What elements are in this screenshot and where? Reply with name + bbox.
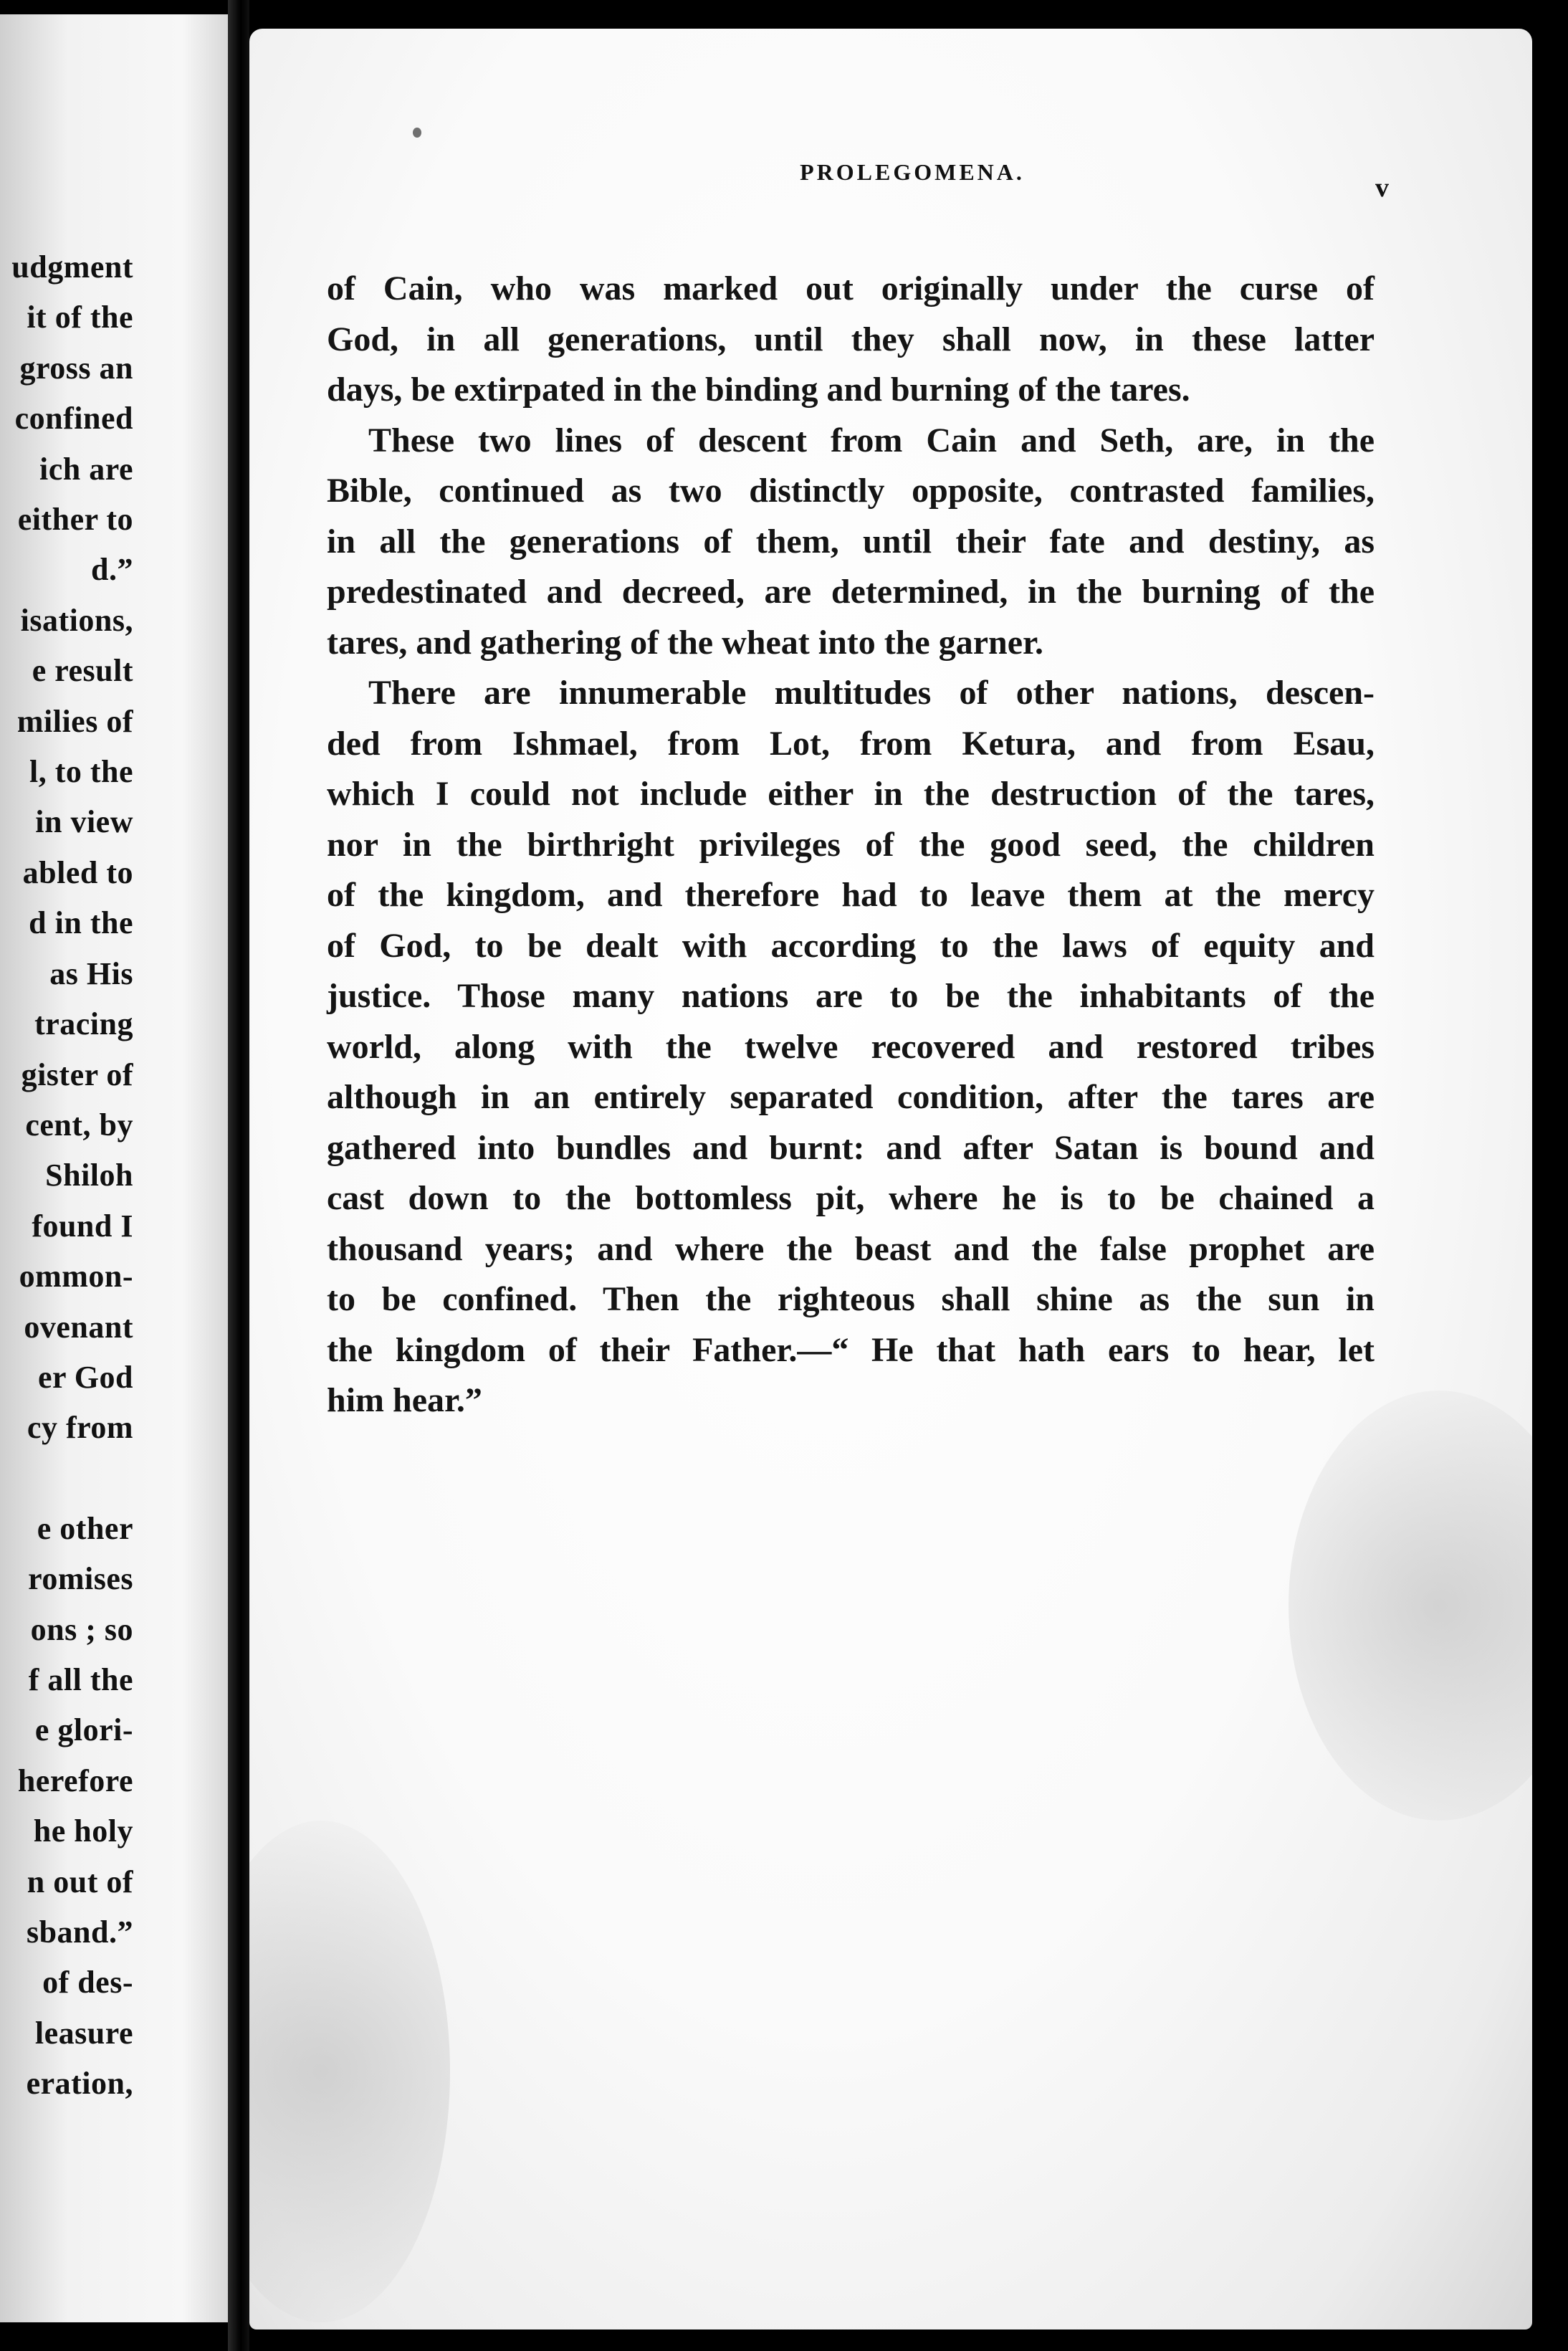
left-line: e result xyxy=(32,653,133,689)
left-line: er God xyxy=(38,1359,133,1395)
left-line: cent, by xyxy=(25,1107,133,1143)
left-page-lines xyxy=(0,242,133,2109)
text-line: of Cain, who was marked out originally under the curse of xyxy=(327,270,1375,307)
text-line: ded from Ishmael, from Lot, from Ketura, and from Esau, xyxy=(327,724,1375,763)
left-line: either to xyxy=(17,502,133,538)
text-line: God, in all generations, until they shall now, in these latter xyxy=(327,320,1375,358)
left-line: he holy xyxy=(33,1813,133,1849)
left-line: cy from xyxy=(27,1410,133,1446)
left-line: tracing xyxy=(34,1006,133,1042)
text-line: him hear.” xyxy=(327,1381,482,1419)
book-gutter xyxy=(228,0,249,2351)
left-line: of des- xyxy=(42,1965,133,2001)
left-line: udgment xyxy=(11,249,133,285)
left-line: ich are xyxy=(39,451,133,487)
left-line: it of the xyxy=(27,300,133,335)
text-line: the kingdom of their Father.—“ He that hath ears to hear, let xyxy=(327,1330,1375,1369)
left-line: ommon- xyxy=(19,1259,133,1294)
left-line: e glori- xyxy=(34,1712,133,1748)
text-line: of God, to be dealt with according to the laws of equity and xyxy=(327,926,1375,965)
left-line: sband.” xyxy=(26,1914,133,1950)
text-line: Bible, continued as two distinctly opposite, contrasted families, xyxy=(327,472,1375,510)
text-line: tares, and gathering of the wheat into the garner. xyxy=(327,623,1043,662)
running-head: PROLEGOMENA. xyxy=(800,159,1025,185)
page-stain xyxy=(249,1821,450,2322)
left-line: n out of xyxy=(27,1864,133,1899)
left-line: eration, xyxy=(26,2066,133,2102)
page-stain xyxy=(1289,1391,1532,1821)
text-line: cast down to the bottomless pit, where he is to be chained a xyxy=(327,1179,1375,1217)
text-line: to be confined. Then the righteous shall shine as the sun in xyxy=(327,1280,1375,1318)
page-number: v xyxy=(1375,173,1389,203)
left-line: abled to xyxy=(22,854,133,890)
text-line: There are innumerable multitudes of other nations, descen- xyxy=(368,674,1375,712)
text-line: although in an entirely separated condition, after the tares are xyxy=(327,1078,1375,1116)
left-line: ovenant xyxy=(24,1309,133,1345)
left-line: e other xyxy=(37,1510,133,1546)
text-line: world, along with the twelve recovered and restored tribes xyxy=(327,1027,1375,1066)
text-line: thousand years; and where the beast and the false prophet are xyxy=(327,1229,1375,1268)
left-line: herefore xyxy=(17,1763,133,1798)
left-line: romises xyxy=(28,1561,133,1597)
left-line: as His xyxy=(49,955,133,991)
ink-speck xyxy=(413,128,421,138)
text-line: which I could not include either in the destruction of the tares, xyxy=(327,775,1375,813)
left-line: gister of xyxy=(21,1057,133,1092)
left-line: l, to the xyxy=(29,754,133,790)
left-line: f all the xyxy=(28,1661,133,1697)
left-line: found I xyxy=(32,1208,133,1244)
text-line: in all the generations of them, until their fate and destiny, as xyxy=(327,522,1375,561)
text-line: justice. Those many nations are to be the inhabitants of the xyxy=(327,977,1375,1015)
body-text xyxy=(327,264,1375,1426)
left-line: d.” xyxy=(91,552,133,588)
left-line: milies of xyxy=(16,703,133,739)
text-line: nor in the birthright privileges of the good seed, the children xyxy=(327,825,1375,864)
text-line: of the kingdom, and therefore had to leave them at the mercy xyxy=(327,876,1375,914)
paragraph-gap xyxy=(0,1454,133,1504)
main-page xyxy=(249,29,1532,2329)
left-line: leasure xyxy=(34,2015,133,2051)
left-page-fragment xyxy=(0,14,228,2322)
left-line: Shiloh xyxy=(45,1158,133,1193)
left-line: isations, xyxy=(20,602,133,638)
left-line: ons ; so xyxy=(30,1611,133,1647)
left-line: confined xyxy=(14,401,133,437)
text-line: predestinated and decreed, are determined, in the burning of the xyxy=(327,573,1375,611)
text-line: gathered into bundles and burnt: and after Satan is bound and xyxy=(327,1128,1375,1167)
left-line: gross an xyxy=(19,350,133,386)
text-line: These two lines of descent from Cain and Seth, are, in the xyxy=(368,421,1375,459)
left-line: d in the xyxy=(29,905,133,941)
left-line: in view xyxy=(35,804,133,840)
text-line: days, be extirpated in the binding and burning of the tares. xyxy=(327,371,1190,409)
